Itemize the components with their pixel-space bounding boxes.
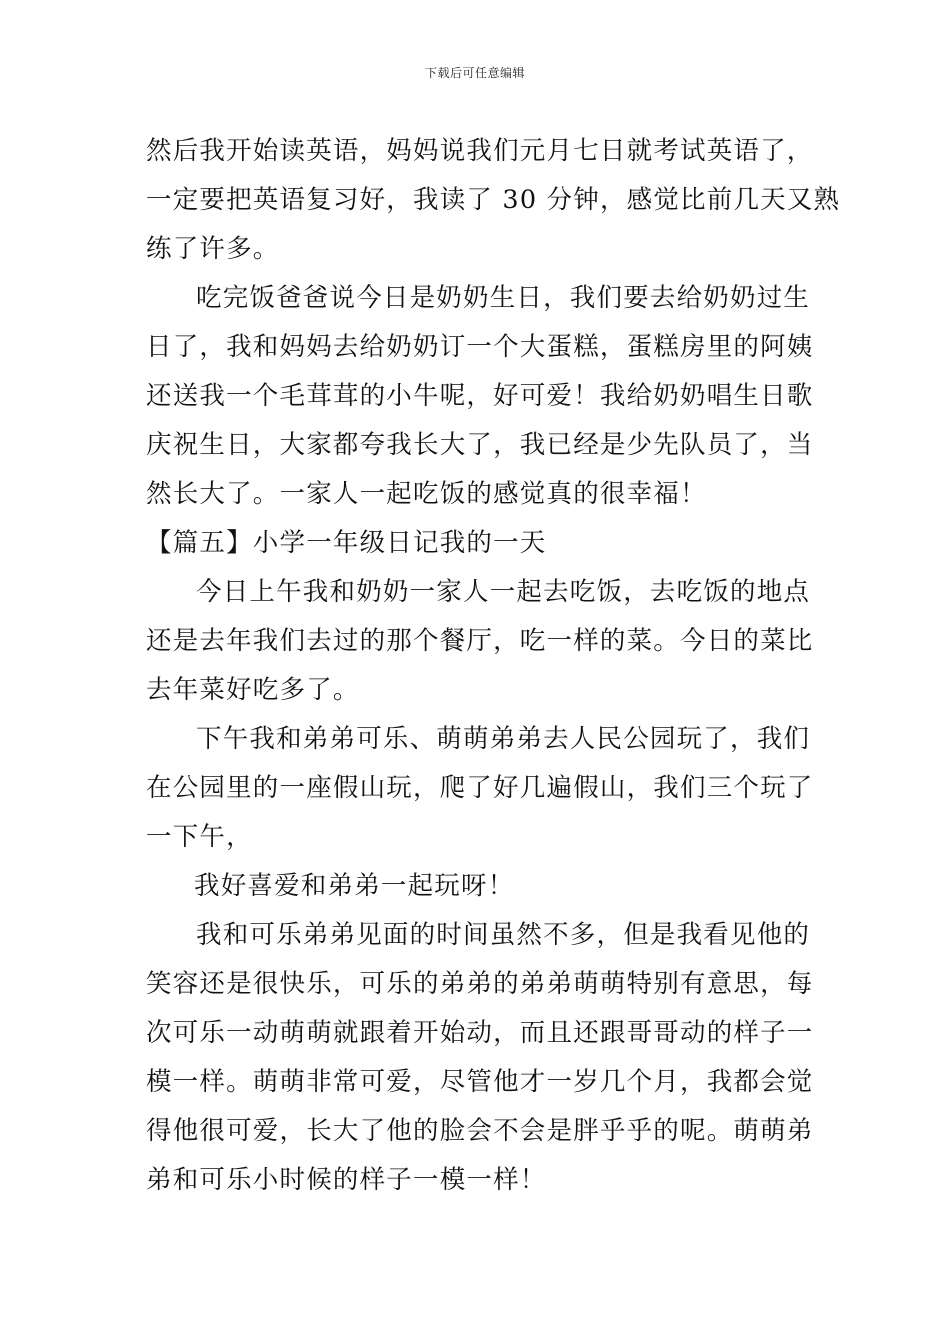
text-line: 我和可乐弟弟见面的时间虽然不多，但是我看见他的 [196,920,811,950]
text-line: 一定要把英语复习好，我读了 30 分钟，感觉比前几天又熟 [146,185,841,215]
text-line: 弟和可乐小时候的样子一模一样！ [146,1165,547,1195]
text-line: 我好喜爱和弟弟一起玩呀！ [194,871,515,901]
text-line: 下午我和弟弟可乐、萌萌弟弟去人民公园玩了，我们 [196,724,811,754]
text-line: 练了许多。 [146,234,280,264]
text-line: 还送我一个毛茸茸的小牛呢，好可爱！我给奶奶唱生日歌 [146,381,814,411]
section-heading: 【篇五】小学一年级日记我的一天 [146,528,547,558]
text-line: 次可乐一动萌萌就跟着开始动，而且还跟哥哥动的样子一 [146,1018,814,1048]
text-line: 一下午， [146,822,253,852]
text-line: 在公园里的一座假山玩，爬了好几遍假山，我们三个玩了 [146,773,814,803]
text-line: 得他很可爱，长大了他的脸会不会是胖乎乎的呢。萌萌弟 [146,1116,814,1146]
text-line: 吃完饭爸爸说今日是奶奶生日，我们要去给奶奶过生 [196,283,811,313]
text-line: 还是去年我们去过的那个餐厅，吃一样的菜。今日的菜比 [146,626,814,656]
text-line: 庆祝生日，大家都夸我长大了，我已经是少先队员了，当 [146,430,814,460]
text-line: 去年菜好吃多了。 [146,675,360,705]
document-body [146,127,841,1205]
text-line: 然后我开始读英语，妈妈说我们元月七日就考试英语了， [146,136,814,166]
text-line: 日了，我和妈妈去给奶奶订一个大蛋糕，蛋糕房里的阿姨 [146,332,814,362]
text-line: 模一样。萌萌非常可爱，尽管他才一岁几个月，我都会觉 [146,1067,814,1097]
text-line: 然长大了。一家人一起吃饭的感觉真的很幸福！ [146,479,707,509]
text-line: 今日上午我和奶奶一家人一起去吃饭，去吃饭的地点 [196,577,811,607]
page-header: 下载后可任意编辑 [424,66,525,80]
text-line: 笑容还是很快乐，可乐的弟弟的弟弟萌萌特别有意思，每 [146,969,814,999]
